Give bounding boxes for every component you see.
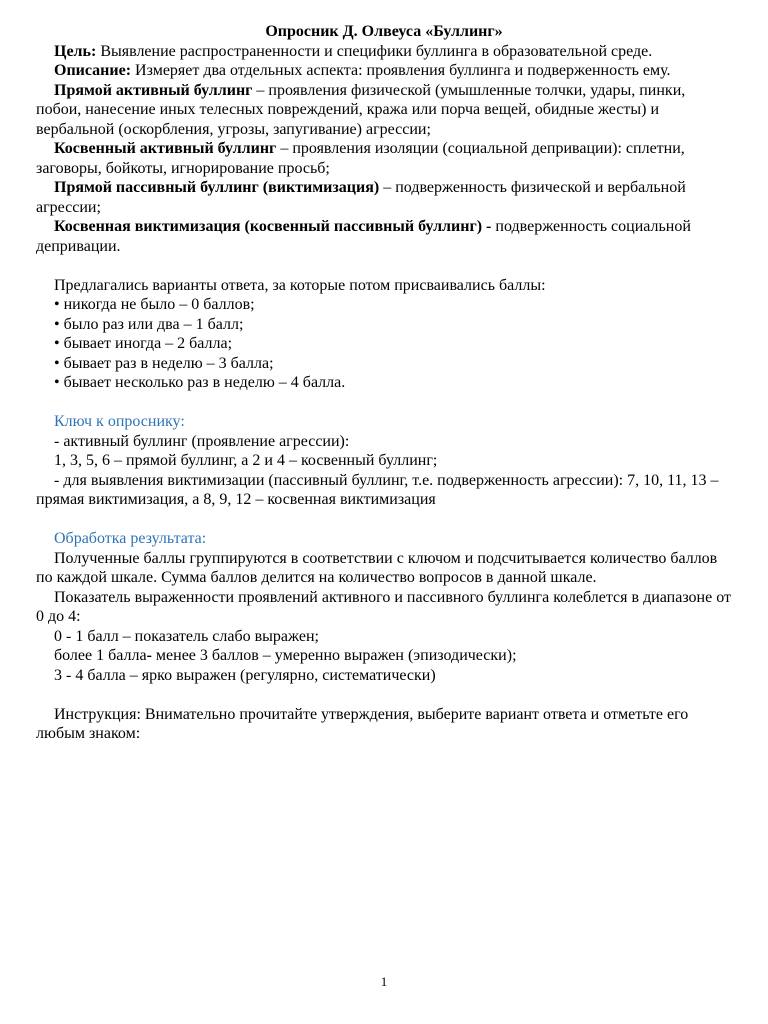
level-text: менее 3 баллов – умеренно выражен (эпизодически);: [151, 647, 517, 664]
level-prefix: более 1 балла: [54, 647, 147, 664]
indirect-victim-paragraph: [36, 217, 732, 256]
level-prefix: 0 -: [54, 627, 76, 645]
level-line: [36, 666, 732, 686]
direct-active-text: – проявления физической (умышленные толчки, удары, пинки, побои, нанесение иных телесных повреждений, кража или порча вещей, обидные жесты) и вербальной (оскорбления, угрозы, запугивание) агрессии;: [36, 81, 686, 138]
answer-option: • бывает несколько раз в неделю – 4 балла.: [54, 374, 346, 391]
key-line: - для выявления виктимизации (пассивный буллинг, т.е. подверженность агрессии): 7, 10, 11, 13 – прямая виктимизация, а 8, 9, 12 – косвенная виктимизация: [36, 471, 719, 508]
processing-paragraph-2: Показатель выраженности проявлений активного и пассивного буллинга колеблется в диапазоне от 0 до 4:: [36, 588, 731, 625]
direct-active-label: Прямой активный буллинг: [54, 81, 253, 99]
answer-option: • бывает иногда – 2 балла;: [54, 335, 233, 352]
key-heading: Ключ к опроснику:: [54, 413, 185, 430]
level-text: 1 балл – показатель слабо выражен;: [75, 627, 319, 645]
direct-passive-label: Прямой пассивный буллинг (виктимизация): [54, 179, 380, 196]
indirect-victim-label: Косвенная виктимизация (косвенный пассивный буллинг) -: [54, 218, 492, 235]
indirect-victim-text: подверженность социальной депривации.: [36, 218, 691, 255]
instruction-paragraph: Инструкция: Внимательно прочитайте утверждения, выберите вариант ответа и отметьте его любым знаком:: [36, 705, 689, 742]
direct-passive-text: – подверженность физической и вербальной агрессии;: [36, 179, 686, 216]
processing-heading: Обработка результата:: [54, 530, 207, 547]
answers-intro: Предлагались варианты ответа, за которые потом присваивались баллы:: [54, 276, 546, 294]
indirect-active-paragraph: [36, 139, 732, 178]
direct-passive-paragraph: [36, 178, 732, 217]
goal-paragraph: [36, 42, 732, 62]
answer-option: • было раз или два – 1 балл;: [54, 315, 244, 333]
direct-active-paragraph: [36, 81, 732, 140]
goal-text: Выявление распространенности и специфики буллинга в образовательной среде.: [96, 42, 653, 60]
level-line: [36, 646, 732, 666]
key-line: 1, 3, 5, 6 – прямой буллинг, а 2 и 4 – косвенный буллинг;: [54, 452, 438, 469]
key-line: - активный буллинг (проявление агрессии):: [54, 432, 350, 450]
document-title: Опросник Д. Олвеуса «Буллинг»: [265, 23, 503, 40]
description-text: Измеряет два отдельных аспекта: проявления буллинга и подверженность ему.: [131, 62, 671, 79]
description-label: Описание:: [54, 62, 132, 79]
indirect-active-text: – проявления изоляции (социальной депривации): сплетни, заговоры, бойкоты, игнорирование просьб;: [36, 140, 685, 177]
page-number: 1: [380, 974, 388, 989]
goal-label: Цель:: [54, 42, 97, 60]
indirect-active-label: Косвенный активный буллинг: [54, 140, 277, 157]
description-paragraph: [36, 61, 732, 81]
level-prefix: 3 -: [54, 666, 76, 684]
answer-option: • бывает раз в неделю – 3 балла;: [54, 354, 274, 372]
level-dash: -: [146, 647, 152, 664]
level-text: 4 балла – ярко выражен (регулярно, систематически): [75, 666, 436, 684]
answer-option: • никогда не было – 0 баллов;: [54, 296, 255, 313]
level-line: [36, 627, 732, 647]
processing-paragraph-1: Полученные баллы группируются в соответствии с ключом и подсчитывается количество баллов по каждой шкале. Сумма баллов делится на количество вопросов в данной шкале.: [36, 549, 718, 586]
